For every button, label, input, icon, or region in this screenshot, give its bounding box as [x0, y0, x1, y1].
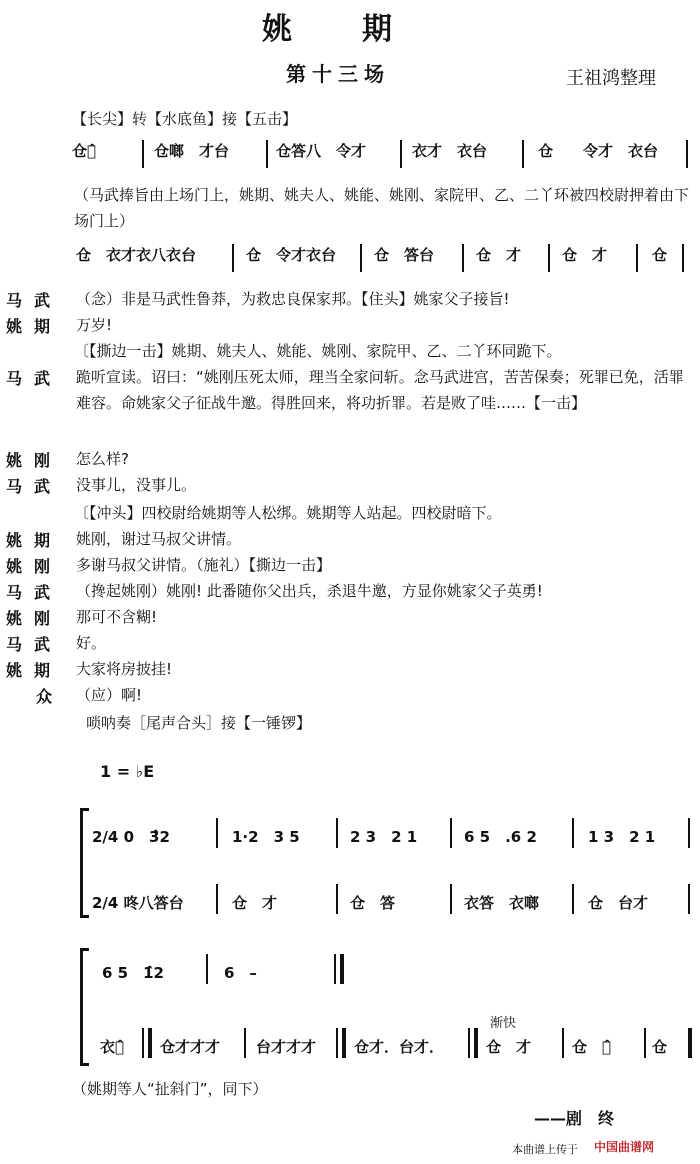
page-title: 姚期: [262, 12, 462, 47]
barline: [206, 954, 208, 984]
measure: 仓: [652, 246, 668, 264]
percussion-row-1: [70, 140, 690, 170]
dialogue-line: 多谢马叔父讲情。（施礼）【撕边一击】: [76, 556, 332, 574]
barline: [688, 884, 690, 914]
stage-direction: 〔【撕边一击】姚期、姚夫人、姚能、姚刚、家院甲、乙、二丫环同跪下。: [74, 342, 562, 360]
barline: [336, 884, 338, 914]
measure: 仓答八 令才: [276, 142, 367, 160]
staff-measure: 衣答 衣啷: [464, 894, 540, 912]
barline: [688, 818, 690, 848]
barline: [400, 140, 402, 168]
exit-direction: （姚期等人“扯斜门”，同下）: [72, 1080, 268, 1098]
dialogue-line: 没事儿，没事儿。: [76, 476, 197, 494]
barline: [462, 244, 464, 272]
staff-measure: 仓 才: [486, 1038, 532, 1056]
speaker: 姚期: [6, 531, 63, 550]
end-marker: ——剧 终: [534, 1109, 615, 1128]
barline: [266, 140, 268, 168]
dialogue-line: 万岁!: [76, 316, 113, 334]
staff-measure: 仓 才: [232, 894, 278, 912]
barline: [548, 244, 550, 272]
staff-measure: 衣台̂: [100, 1038, 125, 1056]
scene-heading: 第十三场: [286, 62, 390, 86]
barline: [142, 140, 144, 168]
percussion-row-2: [70, 244, 690, 274]
staff-measure: 1·2 3 5: [232, 828, 300, 846]
speaker: 姚期: [6, 661, 63, 680]
dialogue-line: （念）非是马武性鲁莽，为救忠良保家邦。【住头】姚家父子接旨!: [76, 290, 510, 308]
system-brace: [80, 948, 89, 1066]
measure: 仓 衣才衣八衣台: [76, 246, 197, 264]
music-cue: 唢呐奏［尾声合头］接【一锤锣】: [86, 714, 312, 732]
barline: [360, 244, 362, 272]
staff-measure: 2/4 咚八答台: [92, 894, 184, 912]
measure: 仓 答台: [374, 246, 435, 264]
dialogue-line: 大家将房披挂!: [76, 660, 173, 678]
tempo-marking: 渐快: [490, 1016, 517, 1031]
measure: 仓啷 才台: [154, 142, 230, 160]
speaker: 马武: [6, 477, 63, 496]
measure: 仓 令才衣台: [246, 246, 337, 264]
staff-measure: 2/4 0 3̂2: [92, 828, 170, 846]
barline: [636, 244, 638, 272]
speaker: 姚刚: [6, 451, 63, 470]
staff-measure: 6 5 .6 2: [464, 828, 537, 846]
barline: [468, 1028, 470, 1058]
speaker: 马武: [6, 369, 63, 388]
staff-measure: 台才才才: [256, 1038, 317, 1056]
measure: 仓 令才 衣台: [538, 142, 659, 160]
dialogue-line: （应）啊!: [76, 686, 143, 704]
site-logo[interactable]: 中国曲谱网: [594, 1140, 655, 1154]
staff-measure: 1 3 2 1: [588, 828, 656, 846]
barline: [244, 1028, 246, 1058]
barline: [572, 818, 574, 848]
dialogue-line: 那可不含糊!: [76, 608, 158, 626]
barline: [450, 884, 452, 914]
speaker: 众: [36, 687, 65, 706]
barline: [232, 244, 234, 272]
percussion-cue: 【长尖】转【水底鱼】接【五击】: [72, 110, 298, 128]
barline: [572, 884, 574, 914]
barline: [336, 818, 338, 848]
barline: [336, 1028, 338, 1058]
barline: [142, 1028, 144, 1058]
barline: [450, 818, 452, 848]
measure: 仓才̂: [72, 142, 97, 160]
system-brace: [80, 808, 89, 918]
staff-measure: 仓 台才: [588, 894, 649, 912]
final-barline: [340, 954, 344, 984]
stage-direction: （马武捧旨由上场门上，姚期、姚夫人、姚能、姚刚、家院甲、乙、二丫环被四校尉押着由下场门上）: [74, 186, 690, 230]
barline: [682, 244, 684, 272]
staff-measure: 6 5 1̂2: [102, 964, 164, 982]
staff-measure: 6 –: [224, 964, 257, 982]
speaker: 姚刚: [6, 557, 63, 576]
final-barline: [688, 1028, 692, 1058]
speaker: 马武: [6, 291, 63, 310]
staff-measure: 仓才才才: [160, 1038, 221, 1056]
repeat-barline: [474, 1028, 478, 1058]
barline: [334, 954, 336, 984]
barline: [686, 140, 688, 168]
speaker: 姚期: [6, 317, 63, 336]
barline: [644, 1028, 646, 1058]
key-signature: 1 = ♭E: [100, 762, 155, 781]
staff-measure: 仓 才̂: [572, 1038, 612, 1056]
staff-measure: 仓: [652, 1038, 668, 1056]
stage-direction: 〔【冲头】四校尉给姚期等人松绑。姚期等人站起。四校尉暗下。: [74, 504, 502, 522]
repeat-barline: [148, 1028, 152, 1058]
speaker: 马武: [6, 583, 63, 602]
dialogue-line: 好。: [76, 634, 107, 652]
measure: 仓 才: [476, 246, 522, 264]
staff-measure: 2 3 2 1: [350, 828, 418, 846]
speaker: 马武: [6, 635, 63, 654]
speaker: 姚刚: [6, 609, 63, 628]
editor-credit: 王祖鸿整理: [566, 68, 656, 89]
barline: [522, 140, 524, 168]
measure: 仓 才: [562, 246, 608, 264]
staff-measure: 仓才．台才．: [354, 1038, 445, 1056]
barline: [216, 818, 218, 848]
barline: [562, 1028, 564, 1058]
staff-measure: 仓 答: [350, 894, 396, 912]
upload-credit: 本曲谱上传于: [512, 1143, 578, 1156]
dialogue-line: （搀起姚刚）姚刚! 此番随你父出兵，杀退牛邀，方显你姚家父子英勇!: [76, 582, 543, 600]
dialogue-line: 怎么样?: [76, 450, 129, 468]
dialogue-line: 姚刚，谢过马叔父讲情。: [76, 530, 242, 548]
barline: [216, 884, 218, 914]
repeat-barline: [342, 1028, 346, 1058]
dialogue-line: 跪听宣读。诏曰：“姚刚压死太师，理当全家问斩。念马武进宫，苦苦保奏；死罪已免，活罪难容。命姚家父子征战牛邀。得胜回来，将功折罪。若是败了哇……【一击】: [76, 368, 684, 412]
measure: 衣才 衣台: [412, 142, 488, 160]
